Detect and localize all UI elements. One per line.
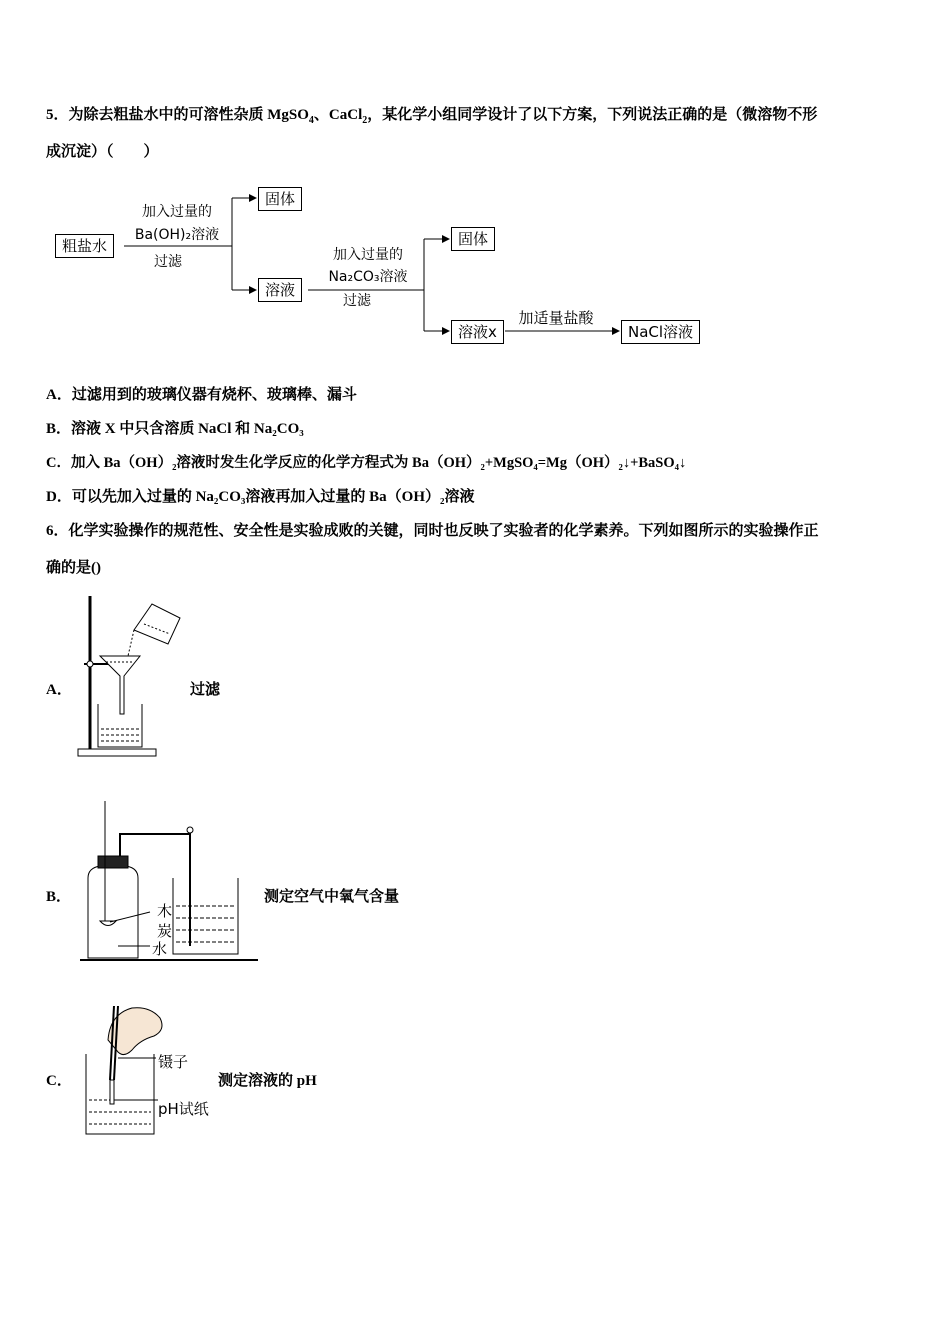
- flow-box-brine: 粗盐水: [55, 234, 114, 258]
- q6-option-b-caption: 测定空气中氧气含量: [264, 889, 400, 905]
- flow-step2-label2: Na₂CO₃溶液: [328, 269, 408, 285]
- q5-stem-line1: 5．为除去粗盐水中的可溶性杂质 MgSO$_4$、CaCl$_2$，某化学小组同学设计了以下方案，下列说法正确的是（微溶物不形: [46, 107, 818, 126]
- q5-option-d: D．可以先加入过量的 Na₂CO₃溶液再加入过量的 Ba（OH）₂溶液: [46, 489, 475, 505]
- flow-step2-label3: 过滤: [343, 293, 371, 309]
- q6-option-a-caption: 过滤: [190, 682, 221, 698]
- q6-stem-line2: 确的是(): [46, 560, 101, 576]
- flow-box-solid1: 固体: [258, 187, 302, 211]
- flow-box-solution: 溶液: [258, 278, 302, 302]
- label-charcoal-1: 木: [157, 902, 173, 920]
- flow-box-solution-x: 溶液x: [451, 320, 504, 344]
- flow-box-solid2: 固体: [451, 227, 495, 251]
- q5-option-c: C．加入 Ba（OH）₂溶液时发生化学反应的化学方程式为 Ba（OH）₂+MgSO₄=Mg（OH）₂↓+BaSO₄↓: [46, 455, 687, 471]
- flowchart-arrows: [0, 0, 950, 360]
- q6-option-c-caption: 测定溶液的 pH: [218, 1073, 317, 1089]
- flow-step3-label: 加适量盐酸: [518, 309, 594, 327]
- label-water: 水: [152, 940, 168, 958]
- q6-option-b-letter: B．: [46, 889, 72, 905]
- ph-test-figure: [80, 1000, 220, 1140]
- label-charcoal-2: 炭: [157, 922, 173, 940]
- q6-option-a-letter: A．: [46, 682, 72, 698]
- filtration-apparatus-figure: [72, 594, 212, 764]
- q6-stem-line1: 6．化学实验操作的规范性、安全性是实验成败的关键，同时也反映了实验者的化学素养。下列如图所示的实验操作正: [46, 523, 819, 539]
- q5-option-a: A．过滤用到的玻璃仪器有烧杯、玻璃棒、漏斗: [46, 387, 357, 403]
- flow-step2-label1: 加入过量的: [333, 247, 403, 263]
- flow-step1-label1: 加入过量的: [142, 204, 212, 220]
- oxygen-measurement-figure: [78, 796, 278, 966]
- q6-option-c-letter: C．: [46, 1073, 72, 1089]
- q5-stem-line2: 成沉淀）（ ）: [46, 144, 159, 160]
- label-tweezers: 镊子: [158, 1053, 189, 1071]
- flow-step1-label2: Ba(OH)₂溶液: [134, 227, 220, 243]
- flow-box-nacl: NaCl溶液: [621, 320, 700, 344]
- flow-step1-label3: 过滤: [154, 254, 182, 270]
- q5-option-b: B．溶液 X 中只含溶质 NaCl 和 Na₂CO₃: [46, 421, 304, 437]
- label-ph-paper: pH试纸: [158, 1100, 209, 1118]
